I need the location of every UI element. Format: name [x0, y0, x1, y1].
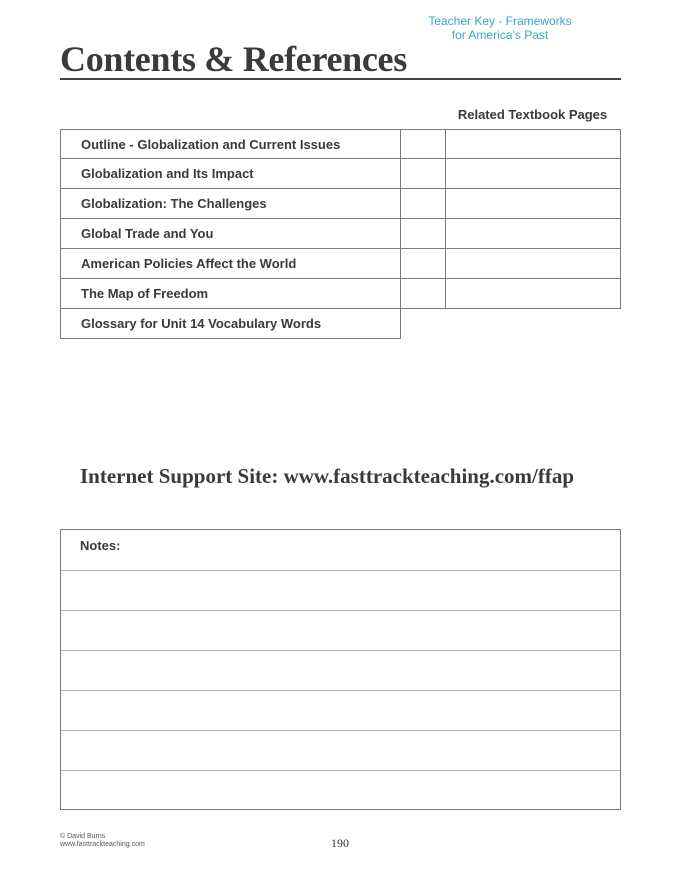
header-line-2: for America’s Past	[451, 28, 549, 42]
pages-cell	[445, 159, 621, 189]
row-title: Glossary for Unit 14 Vocabulary Words	[81, 316, 322, 331]
notes-label: Notes:	[80, 538, 121, 553]
notes-line	[61, 690, 620, 691]
notes-line	[61, 730, 620, 731]
blank-cell	[400, 249, 446, 279]
notes-line	[61, 610, 620, 611]
internet-support-site: Internet Support Site: www.fasttrackteaching.com/ffap	[80, 464, 575, 488]
title-divider	[60, 78, 621, 80]
related-pages-header: Related Textbook Pages	[457, 107, 608, 122]
pages-cell	[445, 129, 621, 159]
title-cell	[60, 279, 401, 309]
pages-cell	[445, 219, 621, 249]
pages-cell	[445, 279, 621, 309]
footer-website: www.fasttrackteaching.com	[60, 841, 145, 848]
blank-cell	[400, 279, 446, 309]
notes-box	[60, 529, 621, 810]
pages-cell	[445, 189, 621, 219]
teacher-key-header	[380, 14, 620, 42]
notes-line	[61, 650, 620, 651]
header-line-1: Teacher Key - Frameworks	[428, 14, 572, 28]
row-title: Globalization and Its Impact	[81, 166, 254, 181]
blank-cell	[400, 159, 446, 189]
title-cell	[60, 249, 401, 279]
title-cell	[60, 219, 401, 249]
title-cell	[60, 129, 401, 159]
title-cell	[60, 159, 401, 189]
notes-line	[61, 770, 620, 771]
blank-cell	[400, 129, 446, 159]
row-title: Outline - Globalization and Current Issues	[81, 137, 341, 152]
row-title: Globalization: The Challenges	[81, 196, 267, 211]
pages-cell	[445, 249, 621, 279]
notes-line	[61, 570, 620, 571]
title-cell	[60, 309, 401, 339]
blank-cell	[400, 219, 446, 249]
title-cell	[60, 189, 401, 219]
page-title: Contents & References	[60, 39, 407, 79]
blank-cell	[400, 189, 446, 219]
row-title: The Map of Freedom	[81, 286, 209, 301]
page-number: 190	[331, 836, 349, 850]
row-title: American Policies Affect the World	[81, 256, 297, 271]
copyright: © David Burns	[60, 833, 106, 840]
row-title: Global Trade and You	[81, 226, 214, 241]
